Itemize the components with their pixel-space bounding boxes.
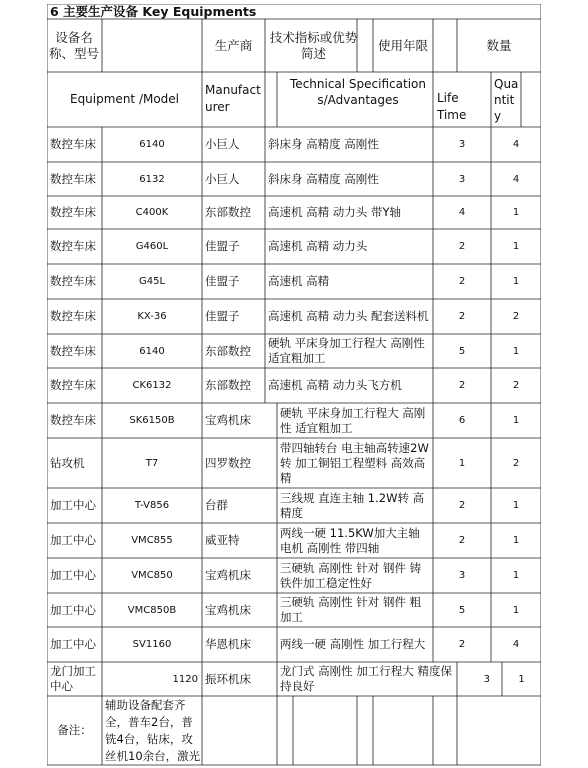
cell-specification: 高速机 高精 动力头 带Y轴 — [268, 205, 401, 219]
cell-specification: 斜床身 高精度 高刚性 — [268, 137, 379, 151]
cell-life-time: 3 — [458, 139, 466, 150]
header-life-cn: 使用年限 — [377, 37, 428, 53]
cell-specification: 龙门式 高刚性 加工行程大 精度保持良好 — [280, 664, 452, 693]
cell-manufacturer: 台群 — [205, 498, 228, 512]
cell-specification: 高速机 高精 动力头 — [268, 239, 368, 253]
cell-manufacturer: 佳盟子 — [205, 239, 240, 253]
equipment-table — [47, 4, 541, 766]
cell-quantity: 2 — [512, 457, 520, 469]
cell-quantity: 1 — [512, 415, 520, 426]
cell-manufacturer: 东部数控 — [205, 205, 251, 219]
cell-equipment-type: 数控车床 — [50, 378, 96, 392]
cell-equipment-type: 数控车床 — [50, 239, 96, 253]
cell-specification: 带四轴转台 电主轴高转速2W转 加工铜铝工程塑料 高效高精 — [280, 440, 429, 485]
cell-model: SK6150B — [129, 415, 175, 426]
cell-manufacturer: 东部数控 — [205, 343, 251, 358]
cell-manufacturer: 宝鸡机床 — [205, 413, 251, 427]
cell-model: G460L — [135, 241, 169, 252]
cell-equipment-type: 数控车床 — [50, 171, 96, 186]
cell-model: VMC855 — [131, 535, 173, 546]
cell-equipment-type: 数控车床 — [50, 274, 96, 288]
cell-specification: 高速机 高精 — [268, 274, 330, 288]
cell-life-time: 5 — [458, 345, 466, 357]
table-title: 6 主要生产设备 Key Equipments — [50, 4, 257, 19]
cell-model: T-V856 — [134, 500, 170, 511]
cell-life-time: 3 — [458, 570, 466, 581]
cell-equipment-type: 龙门加工中心 — [50, 664, 96, 693]
cell-quantity: 1 — [512, 604, 520, 616]
cell-equipment-type: 加工中心 — [50, 498, 96, 512]
cell-specification: 高速机 高精 动力头 配套送料机 — [268, 309, 429, 323]
cell-life-time: 6 — [458, 415, 466, 426]
cell-quantity: 1 — [512, 500, 520, 511]
cell-quantity: 1 — [512, 241, 520, 252]
cell-life-time: 2 — [458, 639, 466, 650]
cell-life-time: 2 — [458, 535, 466, 546]
cell-life-time: 2 — [458, 276, 466, 287]
cell-specification: 三线规 直连主轴 1.2W转 高精度 — [280, 490, 425, 520]
cell-specification: 高速机 高精 动力头飞方机 — [268, 378, 402, 392]
cell-equipment-type: 加工中心 — [50, 602, 96, 617]
remark-label: 备注： — [57, 723, 92, 737]
cell-life-time: 2 — [458, 311, 466, 322]
header-life-en: Life Time — [437, 91, 467, 122]
cell-model: VMC850B — [127, 604, 177, 616]
cell-manufacturer: 小巨人 — [205, 137, 240, 151]
cell-life-time: 3 — [458, 173, 466, 185]
cell-life-time: 1 — [458, 457, 466, 469]
cell-specification: 三硬轨 高刚性 针对 钢件 铸铁件加工稳定性好 — [280, 560, 422, 590]
cell-specification: 两线一硬 高刚性 加工行程大 — [280, 637, 426, 651]
cell-model: SV1160 — [132, 639, 172, 650]
cell-quantity: 1 — [512, 207, 520, 218]
header-spec-cn: 技术指标或优势简述 — [269, 30, 358, 61]
cell-equipment-type: 加工中心 — [50, 568, 96, 582]
cell-model: CK6132 — [132, 380, 172, 391]
header-name-cn: 设备名称、型号 — [49, 30, 99, 61]
cell-model: VMC850 — [131, 570, 173, 581]
cell-equipment-type: 加工中心 — [50, 637, 96, 651]
cell-model: 6132 — [139, 173, 165, 185]
cell-quantity: 1 — [518, 673, 525, 685]
cell-manufacturer: 威亚特 — [205, 533, 240, 547]
cell-manufacturer: 佳盟子 — [205, 274, 240, 288]
header-spec-en: Technical Specifications/Advantages — [290, 77, 426, 107]
header-maker-en: Manufacturer — [205, 83, 261, 114]
cell-quantity: 1 — [512, 535, 520, 546]
cell-model: 6140 — [139, 345, 165, 357]
cell-equipment-type: 加工中心 — [50, 533, 96, 547]
cell-specification: 斜床身 高精度 高刚性 — [268, 171, 379, 186]
cell-quantity: 2 — [512, 380, 520, 391]
cell-life-time: 2 — [458, 241, 466, 252]
cell-life-time: 4 — [458, 207, 466, 218]
cell-equipment-type: 数控车床 — [50, 343, 96, 358]
cell-manufacturer: 宝鸡机床 — [205, 602, 251, 617]
cell-equipment-type: 钻攻机 — [50, 455, 85, 470]
cell-manufacturer: 佳盟子 — [205, 309, 240, 323]
cell-manufacturer: 小巨人 — [205, 171, 240, 186]
cell-manufacturer: 振环机床 — [205, 671, 251, 686]
header-qty-en: Quantity — [494, 77, 519, 123]
cell-model: 1120 — [172, 673, 198, 685]
remark-text: 辅助设备配套齐全，普车2台，普铣4台，钻床，攻丝机10余台，激光 — [105, 698, 201, 763]
cell-quantity: 1 — [512, 345, 520, 357]
header-model-en: Equipment /Model — [69, 92, 180, 106]
cell-life-time: 2 — [458, 500, 466, 511]
cell-specification: 硬轨 平床身加工行程大 高刚性 适宜粗加工 — [268, 336, 425, 365]
header-qty-cn: 数量 — [486, 38, 512, 53]
cell-quantity: 4 — [512, 173, 520, 185]
cell-specification: 硬轨 平床身加工行程大 高刚性 适宜粗加工 — [280, 405, 426, 435]
cell-quantity: 2 — [512, 311, 520, 322]
cell-specification: 三硬轨 高刚性 针对 钢件 粗加工 — [280, 595, 422, 624]
cell-quantity: 1 — [512, 570, 520, 581]
cell-specification: 两线一硬 11.5KW加大主轴电机 高刚性 带四轴 — [280, 525, 420, 555]
cell-life-time: 5 — [458, 604, 466, 616]
cell-model: T7 — [145, 457, 159, 469]
cell-model: 6140 — [139, 139, 165, 150]
cell-quantity: 4 — [512, 639, 520, 650]
cell-manufacturer: 华恩机床 — [205, 637, 251, 651]
cell-life-time: 3 — [483, 673, 490, 685]
cell-equipment-type: 数控车床 — [50, 309, 96, 323]
cell-equipment-type: 数控车床 — [50, 137, 96, 151]
header-maker-cn: 生产商 — [214, 38, 253, 53]
cell-model: C400K — [135, 207, 169, 218]
cell-quantity: 4 — [512, 139, 520, 150]
cell-model: KX-36 — [137, 311, 167, 322]
cell-manufacturer: 四罗数控 — [205, 455, 251, 470]
cell-model: G45L — [138, 276, 166, 287]
cell-equipment-type: 数控车床 — [50, 413, 96, 427]
cell-manufacturer: 宝鸡机床 — [205, 568, 251, 582]
cell-equipment-type: 数控车床 — [50, 205, 96, 219]
cell-life-time: 2 — [458, 380, 466, 391]
cell-quantity: 1 — [512, 276, 520, 287]
cell-manufacturer: 东部数控 — [205, 378, 251, 392]
